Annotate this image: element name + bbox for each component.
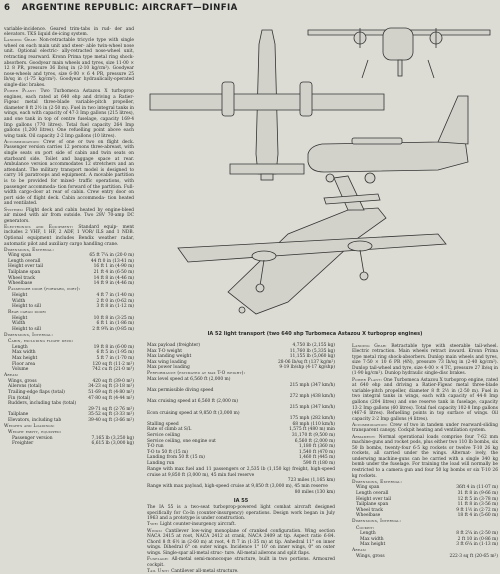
section-heading	[4, 424, 134, 430]
spec-key: Service ceiling, one engine out	[147, 438, 216, 444]
spec-paragraph	[4, 208, 134, 225]
spec-key: Tailplane	[8, 412, 29, 418]
spec-key: Wheel track	[8, 275, 35, 281]
spec-value: 7,165 lb (3,250 kg)	[91, 435, 134, 441]
spec-value: 28·06 lb/sq ft (137 kg/m²)	[278, 359, 335, 365]
side-view-fin	[438, 96, 468, 144]
spec-row	[147, 461, 335, 467]
spec-key: Rate of climb at S/L	[147, 427, 192, 433]
spec-paragraph	[4, 89, 134, 139]
heading-text: Dimensions, External:	[352, 479, 403, 485]
spec-key: Max power loading	[147, 365, 190, 371]
spec-value: 31 ft 8 in (9·66 m)	[457, 490, 498, 496]
spec-key: Service ceiling	[147, 433, 180, 438]
spec-paragraph	[352, 423, 498, 434]
spec-paragraph	[147, 505, 335, 522]
spec-value: 18 ft 4 in (5·60 m)	[457, 513, 498, 519]
section-heading	[352, 519, 498, 525]
spec-value: 2 ft 10 in (0·86 m)	[457, 536, 498, 542]
spec-key: Max width	[12, 350, 36, 356]
spec-key: Wheelbase	[8, 281, 33, 287]
spec-key: Wing span	[8, 253, 32, 259]
spec-value: 4 ft 7 in (1·40 m)	[96, 292, 134, 298]
spec-value: 420 sq ft (39·0 m²)	[92, 378, 134, 384]
heading-text: Dimensions, External:	[4, 247, 55, 253]
paragraph-text: Flight deck and cabin heated by engine-bleed air mixed with air from outside. Two 28V 70-amp DC generators.	[4, 207, 134, 224]
spec-value: 80 miles (130 km)	[294, 489, 335, 495]
spec-value: 222·3 sq ft (20·65 m²)	[449, 553, 498, 559]
perspective-fuselage	[228, 208, 386, 314]
spec-value: 31,170 ft (9,500 m)	[291, 433, 335, 438]
spec-value: 14 ft 8 in (4·46 m)	[93, 275, 134, 281]
spec-row	[4, 367, 134, 373]
brand-name: DINFIA	[202, 3, 238, 13]
paragraph-text: Two Turbomeca Astazou X turboprop engines, each rated at 640 ehp and driving a Ratier-Figeac metal three-blade variable-pitch propeller, diameter 8 ft 2½ in (2·50 m). Fuel in two integral tanks in wings, each with capacity of 47·3 Imp gallons (215 litres), and one tank in top of centre fuselage, capacity 169·4 Imp gallons (770 litres). Total fuel capacity 264 Imp gallons (1,200 litres). One refuelling point above each wing tank. Oil capacity 2·2 Imp gallons (10 litres).	[4, 89, 134, 139]
spec-paragraph	[4, 140, 134, 207]
heading-text: Performance (estimated at max T-O weight):	[147, 371, 246, 377]
spec-value: 51·69 sq ft (4·80 m²)	[88, 390, 134, 395]
spec-value: 16 ft 1 in (4·90 m)	[93, 264, 134, 270]
spec-value: 47·80 sq ft (4·44 m²)	[88, 395, 134, 401]
section-label: Armament:	[352, 434, 376, 440]
spec-key: Max width	[360, 536, 384, 542]
page-title: ARGENTINE REPUBLIC: AIRCRAFT—	[21, 3, 202, 13]
spec-value: 9 ft 1½ in (2·72 m)	[456, 507, 498, 513]
spec-value: 19 ft 8 in (6·00 m)	[93, 344, 134, 350]
spec-row	[4, 441, 134, 447]
spec-paragraph	[147, 529, 335, 557]
spec-key: Fin (total)	[8, 395, 31, 401]
spec-key: Max wing loading	[147, 359, 187, 365]
spec-key: Length overall	[356, 490, 389, 496]
spec-key: Height	[12, 292, 28, 298]
spec-paragraph	[147, 557, 335, 568]
top-view-wing	[150, 94, 384, 110]
spec-key: Width	[12, 298, 26, 304]
front-view-fuselage	[383, 28, 413, 60]
spec-paragraph	[352, 435, 498, 480]
spec-value: 8 ft 2¼ in (2·50 m)	[456, 531, 498, 537]
section-label: Accommodation:	[4, 139, 40, 145]
section-label: Power Plant:	[352, 377, 383, 383]
spec-value: 10 ft 8 in (3·25 m)	[93, 315, 134, 321]
paragraph-text: Range with max payload, high-speed cruise at 9,850 ft (3,000 m), 45 min reserve	[147, 484, 328, 490]
heading-text: Passenger door (forward, port):	[8, 287, 81, 293]
spec-value: 1,180 ft (360 m)	[298, 444, 335, 450]
spec-value: 175 mph (282 km/h)	[289, 416, 335, 422]
spec-value: 1,540 ft (470 m)	[298, 449, 335, 455]
spec-value: 34·23 sq ft (3·18 m²)	[88, 384, 134, 390]
spec-value: 14 ft 9 in (4·46 m)	[93, 281, 134, 287]
spec-key: Max payload (freighter)	[147, 343, 201, 348]
spec-value: 12 ft 5 in (3·78 m)	[457, 496, 498, 502]
paragraph-text: Cantilever low-wing monoplane of cranked configuration. Wing section NACA 2415 at root, NACA 2412 at crank, NACA 2409 at tip. Aspect ratio 6·84. Chord 8 ft 6½ in (2·60 m) at root, 4 ft 7 in (1·35 m) at tip. Anhedral 11° on inner wings. Dihedral 6° on outer wings. Incidence 1° 10' on inner wings, 0° on outer wings. Single-spar all-metal struc- ture. All-metal ailerons and split flaps.	[147, 528, 335, 556]
section-label: Landing Gear:	[352, 343, 387, 349]
model-heading-text: IA 55	[233, 497, 249, 504]
spec-paragraph	[4, 27, 134, 38]
right-column	[352, 343, 498, 563]
spec-paragraph	[147, 569, 335, 574]
spec-key: Wings, gross	[8, 378, 37, 384]
spec-value: 11,760 lb (5,335 kg)	[289, 348, 335, 354]
section-label: Electronics and Equipment:	[4, 224, 74, 230]
spec-value: 39·40 sq ft (3·66 m²)	[88, 417, 134, 423]
paragraph-text: Range with max fuel and 11 passengers or 2,535 lb (1,150 kg) freight, high-speed cruise at 9,850 ft (3,000 m), 45 min fuel reserve	[147, 467, 335, 478]
spec-paragraph	[4, 225, 134, 247]
model-heading	[147, 499, 335, 505]
spec-key: Tailplane span	[356, 502, 389, 508]
spec-row	[4, 327, 134, 333]
spec-key: Rudders, including tabs (total)	[8, 401, 77, 407]
spec-key: Height over tail	[8, 264, 44, 270]
heading-text: Weights and Loadings:	[4, 424, 55, 430]
spec-key: Wheel track	[356, 507, 383, 513]
spec-value: 1,575 ft (480 m) min	[289, 427, 335, 433]
paragraph-text: Standard equip- ment includes 2 VHF, 1 HF, 2 ADF, 1 VOR/ ILS and 1 NDB. Optional equipment includes Bendix weather radar, automatic pilot and auxiliary cargo handling crane.	[4, 224, 134, 247]
spec-value: 215 mph (347 km/h)	[289, 382, 335, 388]
middle-column	[147, 343, 335, 574]
paragraph-text: variable-incidence. Geared trim-tabs in rud- der and elevators. TKS liquid de-icing system.	[4, 26, 134, 38]
spec-key: Max T-O weight	[147, 348, 182, 354]
spec-value: 5 ft 7 in (1·70 m)	[96, 355, 134, 361]
heading-text: Weight empty, equipped:	[8, 430, 62, 436]
page-number: 6	[4, 3, 11, 13]
spec-key: Elevators, including tab	[8, 417, 62, 423]
heading-text: Cabin, excluding flight deck:	[8, 339, 74, 345]
spec-key: Ailerons (total)	[8, 384, 42, 390]
spec-key: Max permissible diving speed	[147, 388, 214, 394]
spec-key: T-O to 50 ft (15 m)	[147, 449, 188, 455]
spec-key: Wheelbase	[356, 513, 381, 519]
top-view-tailplane	[230, 164, 304, 174]
spec-value: 742 cu ft (21·0 m³)	[92, 367, 134, 373]
spec-value: 120 sq ft (11·2 m²)	[92, 361, 134, 367]
heading-text: Dimensions, Internal:	[352, 519, 402, 525]
aircraft-three-view-drawing	[138, 24, 498, 329]
top-view-engine-right	[300, 82, 312, 116]
spec-key: Max level speed at 6,560 ft (2,000 m)	[147, 377, 231, 383]
spec-paragraph	[352, 344, 498, 378]
spec-key: Landing from 50 ft (15 m)	[147, 455, 205, 461]
figure-caption: IA 52 light transport (two 640 shp Turbomeca Astazou X turboprop engines)	[207, 331, 423, 337]
spec-value: 68 mph (110 km/h)	[292, 421, 335, 427]
spec-value: 215 mph (347 km/h)	[289, 405, 335, 411]
left-column	[4, 26, 134, 562]
spec-value: 6,615 lb (3,000 kg)	[91, 441, 134, 447]
spec-key: Max height	[360, 542, 386, 548]
spec-key: Econ cruising speed at 9,850 ft (3,000 m)	[147, 410, 240, 416]
spec-value: 1,460 ft (445 m)	[298, 455, 335, 461]
spec-paragraph	[352, 378, 498, 423]
spec-key: Freighter	[12, 441, 34, 447]
spec-key: Passenger version	[12, 435, 53, 441]
perspective-fin	[334, 176, 364, 210]
spec-row	[4, 418, 134, 424]
spec-key: Length overall	[8, 258, 41, 264]
section-label: Fuselage:	[147, 556, 169, 562]
spec-key: Max landing weight	[147, 354, 192, 360]
paragraph-text: Normal operational loads comprise four 7·62 mm machine-guns and rocket pods, plus either two 110 lb bombs, six 50 lb bombs, twenty-four 6·5 kg rockets or twelve T-10 26 kg rockets, all carried under the wings. Alternat- ively, the underwing machine-guns can be carried with a single 340 kg bomb under the fuselage. For training the load will normally be restricted to a camera gun and four 50 kg bombs or six T-10 26 kg rockets.	[352, 434, 498, 479]
spec-value: 2 ft 0 in (0·62 m)	[96, 298, 134, 304]
spec-value: 590 ft (180 m)	[303, 460, 335, 466]
spec-value: 11 ft 8 in (3·56 m)	[457, 502, 498, 508]
section-label: Accommodation:	[352, 422, 388, 428]
paragraph-text: The IA 55 is a two-seat turboprop-powered light combat aircraft designed specifically for Co-In (counter-insurgency) operations. Design work began in July 1963 and a prototype is under construction.	[147, 505, 335, 522]
spec-key: Volume	[12, 367, 29, 373]
paragraph-text: Retractable type with steerable tail-wheel. Electric retraction. Main wheels retract inward. Kronn Prima type metal ring shock-absorbers. Dunlop main wheels and tyres, size 7·50 × 10 6 PR (4N), pressure 73 lb/sq in (2·40 kg/cm²). Dunlop tail-wheel and tyre, size 4·00 × 4 TC, pressure 27 lb/sq in (1·90 kg/cm²). Dunlop hydraulic single-disc brakes.	[352, 343, 498, 377]
heading-text: Cockpit:	[356, 525, 375, 531]
heading-text: Dimensions, Internal:	[4, 333, 54, 339]
spec-row	[352, 513, 498, 519]
spec-key: Height	[12, 315, 28, 321]
paragraph-text: Crew of two in tandem under rearward-sliding transparent canopy. Cockpit heating and ventilation system.	[352, 422, 498, 434]
spec-row	[352, 554, 498, 560]
spec-row	[147, 365, 335, 371]
section-label: Landing Gear:	[4, 38, 37, 44]
spec-value: 272 mph (438 km/h)	[289, 393, 335, 399]
spec-key: Height to sill	[12, 304, 41, 310]
section-heading	[4, 333, 134, 339]
heading-text: Rear cargo door:	[8, 310, 47, 316]
heading-text: Areas:	[352, 548, 367, 554]
spec-key: Floor area	[12, 361, 36, 367]
spec-paragraph	[4, 38, 134, 88]
spec-key: Wings, gross	[356, 553, 385, 559]
spec-row	[4, 304, 134, 310]
paragraph-text: One Turbomeca Astazou X turboprop engine, rated at 640 ehp and driving a Ratier-Figeac metal three-blade variable-pitch propeller, diameter 8 ft 2½ in (2·50 m). Fuel in two integral tanks in wings, each with capacity of 44·8 Imp gallons (204 litres) and one reserve tank in fuselage, capacity 13·2 Imp gallons (60 litres). Total fuel capacity 102·8 Imp gallons (467·6 litres). Refuelling points in top surface of wings. Oil capacity 2·2 Imp gallons (4 litres).	[352, 377, 498, 422]
spec-value: 6,560 ft (2,000 m)	[294, 438, 335, 444]
spec-key: T-O run	[147, 444, 164, 450]
spec-value: 2 ft 9¾ in (0·85 m)	[92, 326, 134, 332]
heading-text: Areas:	[4, 373, 19, 379]
section-label: Type:	[147, 522, 159, 528]
paragraph-text: Non-retractable tricycle type with single wheel on each main unit and steer- able twin-wheel nose unit. Optional electric- ally-retracted nose-wheel unit, retracting rearward. Kronn Prima type metal ring shock-absorbers. Goodyear main wheels and tyres, size 11·00 × 12 8 PR, pressure 36 lb/sq in (2·10 kg/cm²). Goodyear nose-wheels and tyres, size 6·00 × 6 4 PR, pressure 25 lb/sq in (1·75 kg/cm²). Goodyear hydraulically-operated single-disc brakes.	[4, 38, 134, 88]
spec-key: Max cruising speed at 6,560 ft (2,000 m)	[147, 399, 239, 405]
spec-row	[147, 490, 335, 496]
spec-key: Length	[12, 344, 28, 350]
paragraph-text: All-metal semi-monocoque structure, built in two portions. Armoured cockpit.	[147, 556, 335, 568]
spec-value: 6 ft 5 in (1·95 m)	[96, 350, 134, 356]
spec-key: Max height	[12, 355, 38, 361]
spec-key: Length	[360, 531, 376, 537]
spec-key: Height over tail	[356, 496, 392, 502]
spec-value: 29·71 sq ft (2·76 m²)	[88, 406, 134, 412]
spec-value: 4,750 lb (2,155 kg)	[292, 343, 335, 348]
spec-key: Trailing-edge flaps (total)	[8, 390, 65, 395]
spec-value: 21 ft 4 in (6·50 m)	[93, 270, 134, 276]
spec-key: Wing span	[356, 485, 380, 491]
paragraph-text: Cantilever all-metal structure.	[169, 568, 239, 574]
paragraph-text: Light counter-insurgency aircraft.	[158, 522, 236, 528]
spec-value: 65 ft 7¼ in (20·0 m)	[89, 253, 134, 259]
spec-value: 9·19 lb/shp (4·17 kg/shp)	[279, 365, 335, 371]
spec-key: Landing run	[147, 460, 175, 466]
spec-row	[352, 542, 498, 548]
spec-value: 36ft 4 in (11·07 m)	[456, 485, 498, 491]
section-label: Wings:	[147, 528, 163, 534]
spec-key: Tailplane span	[8, 270, 41, 276]
spec-row	[4, 281, 134, 287]
spec-value: 3 ft 6¼ in (1·13 m)	[456, 542, 498, 548]
top-view-engine-left	[222, 82, 234, 116]
page-header	[4, 3, 496, 18]
spec-paragraph	[147, 467, 335, 478]
section-label: Systems:	[4, 207, 24, 213]
spec-value: 11,155 lb (5,060 kg)	[289, 354, 335, 360]
spec-value: 44 ft 0 in (13·41 m)	[90, 258, 134, 264]
spec-key: Height to sill	[12, 326, 41, 332]
spec-key: Stalling speed	[147, 421, 179, 427]
section-label: Tail Unit:	[147, 568, 170, 574]
paragraph-text: Crew of one or two on flight deck. Passenger version carries 12 persons three-abreast, with single seats on port side of cabin and twin seats on starboard side. Toilet and baggage space at rear. Ambulance version accommodates 12 stretchers and an attendant. The military transport model is designed to carry 16 paratroops and equipment. A movable partition is to be provided for mixed- traffic operations, with passenger accommoda- tion forward of the partition. Full-width cargo-door at rear of cabin. Crew entry door on port side of flight deck. Cabin accommoda- tion heated and ventilated.	[4, 139, 134, 207]
spec-value: 723 miles (1,165 km)	[287, 478, 335, 484]
section-label: Power Plant:	[4, 89, 37, 95]
spec-value: 6 ft 1 in (1·86 m)	[96, 321, 134, 327]
spec-key: Width	[12, 321, 26, 327]
spec-paragraph	[147, 522, 335, 528]
spec-value: 35·52 sq ft (3·33 m²)	[88, 412, 134, 418]
spec-row	[147, 478, 335, 484]
spec-value: 3 ft 8 in (1·12 m)	[96, 304, 134, 310]
